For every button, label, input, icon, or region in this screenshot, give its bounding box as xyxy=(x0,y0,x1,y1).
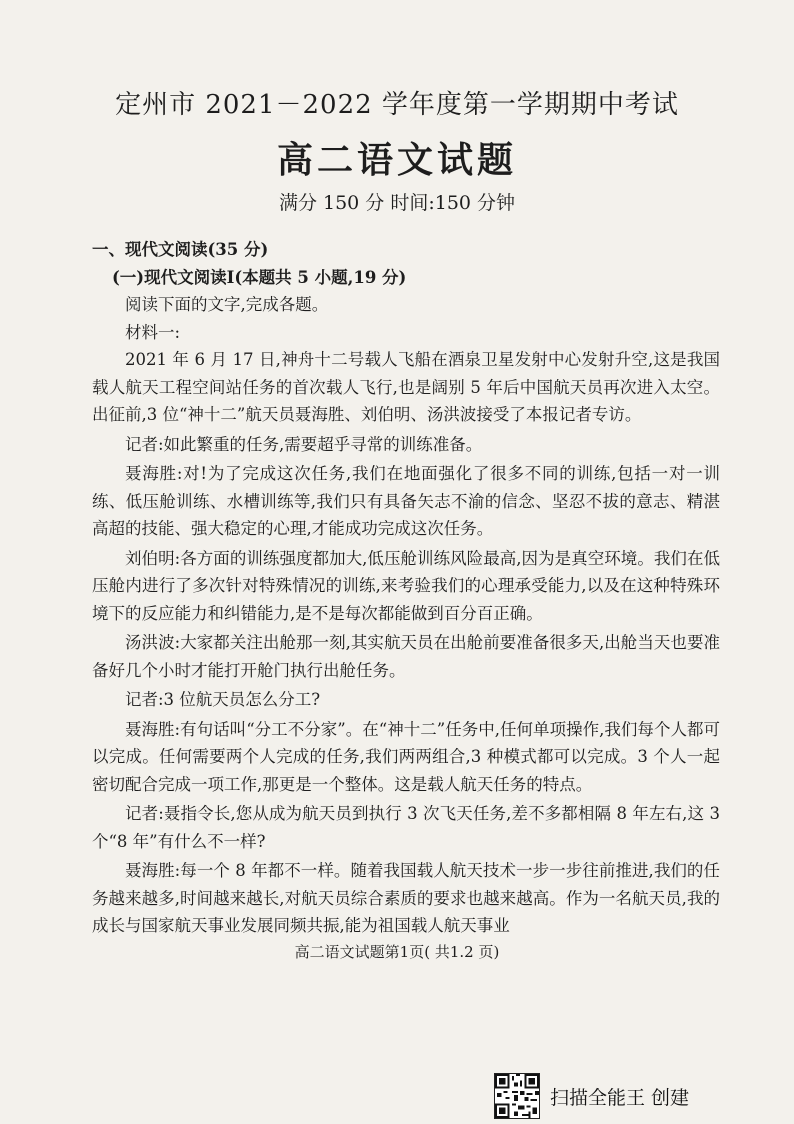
paragraph-question: 记者:3 位航天员怎么分工? xyxy=(125,690,321,709)
material-label: 材料一: xyxy=(125,322,181,342)
qr-code-icon xyxy=(494,1073,540,1119)
paragraph-answer: 聂海胜:有句话叫“分工不分家”。在“神十二”任务中,任何单项操作,我们每个人都可以完成。任何需要两个人完成的任务,我们两两组合,3 种模式都可以完成。3 个人一起密切配合完成一项工作,那更是一个整体。这是载人航天任务的特点。 xyxy=(92,719,720,794)
scanner-watermark-text: 扫描全能王 创建 xyxy=(550,1086,690,1109)
exam-title: 定州市 2021－2022 学年度第一学期期中考试 xyxy=(115,90,679,120)
section-heading: 一、现代文阅读(35 分) xyxy=(92,240,269,259)
paragraph-answer: 刘伯明:各方面的训练强度都加大,低压舱训练风险最高,因为是真空环境。我们在低压舱内进行了多次针对特殊情况的训练,来考验我们的心理承受能力,以及在这种特殊环境下的反应能力和纠错能力,是不是每次都能做到百分百正确。 xyxy=(92,548,720,623)
page-footer: 高二语文试题第1页( 共1.2 页) xyxy=(294,943,500,961)
scanner-watermark xyxy=(494,1074,689,1118)
reading-content xyxy=(92,236,720,940)
paragraph-answer: 聂海胜:对!为了完成这次任务,我们在地面强化了很多不同的训练,包括一对一训练、低压舱训练、水槽训练等,我们只有具备矢志不渝的信念、坚忍不拔的意志、精湛高超的技能、强大稳定的心理,才能成功完成这次任务。 xyxy=(92,464,720,538)
subsection-heading: (一)现代文阅读Ⅰ(本题共 5 小题,19 分) xyxy=(112,267,407,287)
paper-title: 高二语文试题 xyxy=(276,139,517,181)
instruction: 阅读下面的文字,完成各题。 xyxy=(125,295,329,314)
paragraph-question: 记者:如此繁重的任务,需要超乎寻常的训练准备。 xyxy=(125,434,483,454)
paragraph-answer: 汤洪波:大家都关注出舱那一刻,其实航天员在出舱前要准备很多天,出舱当天也要准备好几个小时才能打开舱门执行出舱任务。 xyxy=(92,633,720,680)
score-time: 满分 150 分 时间:150 分钟 xyxy=(278,192,516,214)
paragraph-question: 记者:聂指令长,您从成为航天员到执行 3 次飞天任务,差不多都相隔 8 年左右,这 3 个“8 年”有什么不一样? xyxy=(92,804,720,851)
paragraph-intro: 2021 年 6 月 17 日,神舟十二号载人飞船在酒泉卫星发射中心发射升空,这是我国载人航天工程空间站任务的首次载人飞行,也是阔别 5 年后中国航天员再次进入太空。出征前,3 位“神十二”航天员聂海胜、刘伯明、汤洪波接受了本报记者专访。 xyxy=(92,350,720,424)
paragraph-answer: 聂海胜:每一个 8 年都不一样。随着我国载人航天技术一步一步往前推进,我们的任务越来越多,时间越来越长,对航天员综合素质的要求也越来越高。作为一名航天员,我的成长与国家航天事业发展同频共振,能为祖国载人航天事业 xyxy=(92,861,720,935)
